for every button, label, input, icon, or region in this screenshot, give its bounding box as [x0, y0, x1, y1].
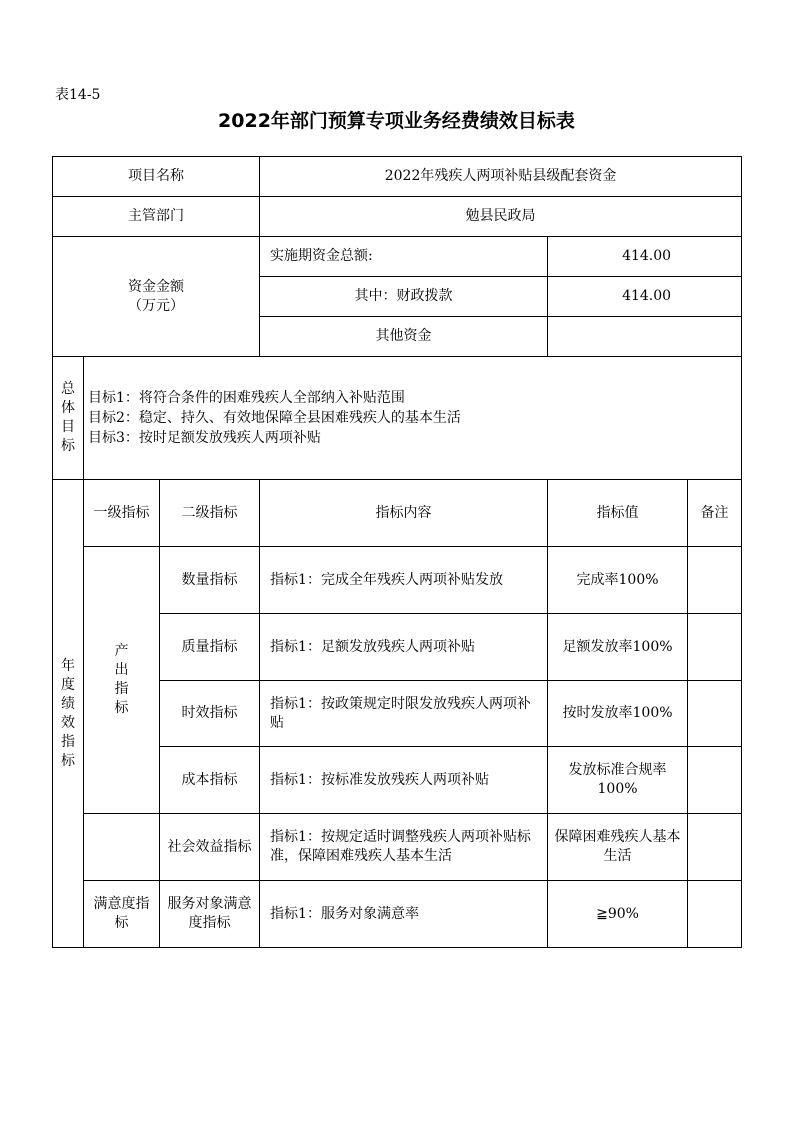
row-level2: 成本指标 — [160, 747, 260, 814]
row-level1 — [84, 814, 160, 881]
department-value: 勉县民政局 — [260, 197, 742, 237]
row-value: 完成率100% — [548, 547, 688, 614]
funds-total-value: 414.00 — [548, 237, 742, 277]
goal-line-1: 目标1：将符合条件的困难残疾人全部纳入补贴范围 — [88, 390, 405, 406]
overall-goal-label-char: 目 — [61, 419, 75, 435]
row-level1: 满意度指标 — [84, 881, 160, 948]
output-label-char: 指 — [114, 681, 129, 697]
overall-goal-label-char: 体 — [61, 400, 75, 416]
overall-goal-row — [53, 357, 742, 480]
funds-total-label: 实施期资金总额: — [260, 237, 548, 277]
satisfaction-row — [53, 881, 742, 948]
row-level2: 时效指标 — [160, 681, 260, 747]
row-note — [688, 881, 742, 948]
header-level1: 一级指标 — [84, 480, 160, 547]
overall-goal-content — [84, 357, 742, 480]
annual-label-char: 年 — [61, 657, 75, 674]
page-title: 2022年部门预算专项业务经费绩效目标表 — [218, 110, 575, 132]
row-content: 指标1：按标准发放残疾人两项补贴 — [260, 747, 548, 814]
project-name-value: 2022年残疾人两项补贴县级配套资金 — [260, 157, 742, 197]
overall-goal-label-char: 总 — [61, 381, 75, 397]
row-value: 足额发放率100% — [548, 614, 688, 681]
funds-other-value — [548, 317, 742, 357]
annual-label-char: 标 — [61, 752, 75, 769]
annual-label-char: 绩 — [61, 695, 75, 712]
output-label-char: 产 — [114, 643, 129, 659]
overall-goal-label-char: 标 — [61, 438, 75, 454]
row-content: 指标1：按规定适时调整残疾人两项补贴标准，保障困难残疾人基本生活 — [260, 814, 548, 881]
funds-other-label: 其他资金 — [260, 317, 548, 357]
row-content: 指标1：服务对象满意率 — [260, 881, 548, 948]
row-note — [688, 614, 742, 681]
row-content: 指标1：按政策规定时限发放残疾人两项补贴 — [260, 681, 548, 747]
row-value: 按时发放率100% — [548, 681, 688, 747]
performance-target-table — [52, 156, 742, 948]
row-level2: 数量指标 — [160, 547, 260, 614]
funds-label-line2: （万元） — [128, 297, 185, 314]
row-content: 指标1：足额发放残疾人两项补贴 — [260, 614, 548, 681]
annual-indicator-label — [53, 480, 84, 948]
row-level2: 社会效益指标 — [160, 814, 260, 881]
funds-label — [53, 237, 260, 357]
header-level2: 二级指标 — [160, 480, 260, 547]
table-row — [53, 547, 742, 614]
row-level2: 服务对象满意度指标 — [160, 881, 260, 948]
benefit-row — [53, 814, 742, 881]
row-note — [688, 814, 742, 881]
row-value: 发放标准合规率100% — [548, 747, 688, 814]
row-note — [688, 547, 742, 614]
project-name-label: 项目名称 — [53, 157, 260, 197]
row-level2: 质量指标 — [160, 614, 260, 681]
project-name-row — [53, 157, 742, 197]
funds-label-line1: 资金金额 — [128, 278, 185, 295]
funds-total-row — [53, 237, 742, 277]
output-label-char: 出 — [114, 662, 129, 678]
header-value: 指标值 — [548, 480, 688, 547]
row-value: ≧90% — [548, 881, 688, 948]
funds-fiscal-label: 其中：财政拨款 — [260, 277, 548, 317]
annual-label-char: 效 — [61, 714, 75, 731]
row-content: 指标1：完成全年残疾人两项补贴发放 — [260, 547, 548, 614]
row-value: 保障困难残疾人基本生活 — [548, 814, 688, 881]
header-note: 备注 — [688, 480, 742, 547]
goal-line-2: 目标2：稳定、持久、有效地保障全县困难残疾人的基本生活 — [88, 410, 461, 426]
funds-fiscal-value: 414.00 — [548, 277, 742, 317]
header-content: 指标内容 — [260, 480, 548, 547]
department-row — [53, 197, 742, 237]
goal-line-3: 目标3：按时足额发放残疾人两项补贴 — [88, 430, 321, 446]
output-indicator-label — [84, 547, 160, 814]
department-label: 主管部门 — [53, 197, 260, 237]
annual-header-row — [53, 480, 742, 547]
output-label-char: 标 — [114, 700, 129, 716]
annual-label-char: 度 — [61, 676, 75, 693]
overall-goal-label — [53, 357, 84, 480]
annual-label-char: 指 — [61, 733, 75, 750]
row-note — [688, 681, 742, 747]
row-note — [688, 747, 742, 814]
table-number-label: 表14-5 — [55, 87, 101, 103]
